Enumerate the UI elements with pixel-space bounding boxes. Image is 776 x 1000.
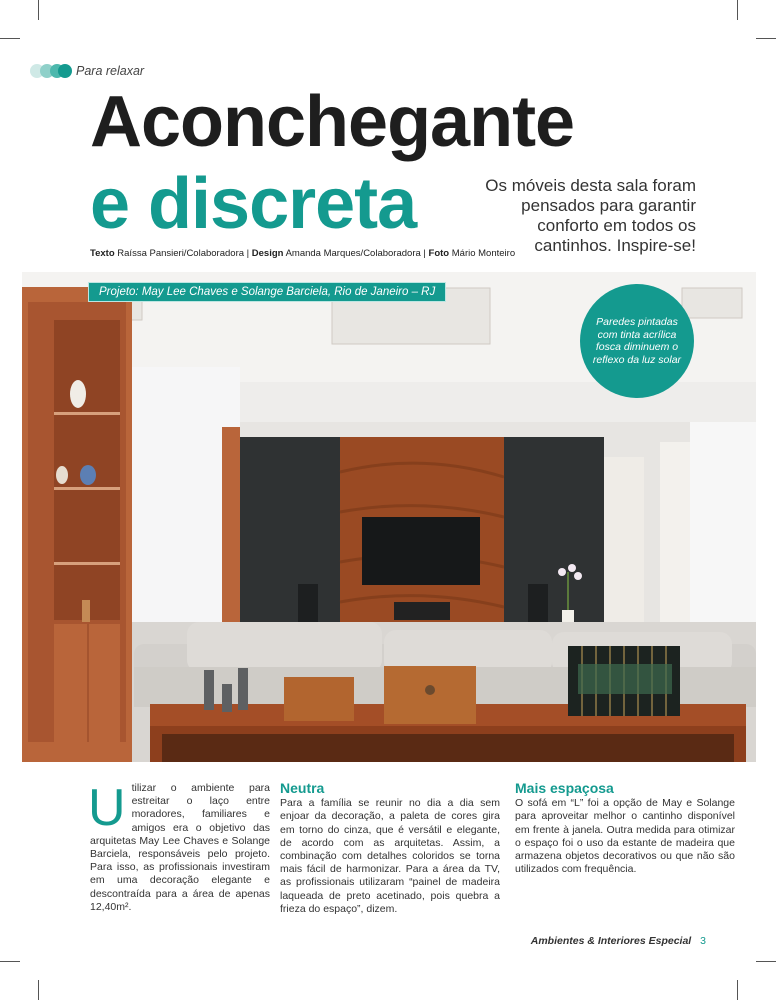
dropcap: U bbox=[88, 779, 126, 837]
crop-mark bbox=[38, 0, 39, 20]
crop-mark bbox=[0, 961, 20, 962]
column-3-heading: Mais espaçosa bbox=[515, 780, 614, 796]
credit-text-name: Raíssa Pansieri/Colaboradora bbox=[117, 248, 245, 259]
credit-design-name: Amanda Marques/Colaboradora bbox=[285, 248, 421, 259]
project-credit-tag: Projeto: May Lee Chaves e Solange Barciela, Rio de Janeiro – RJ bbox=[88, 282, 446, 302]
credit-design-label: Design bbox=[251, 248, 284, 259]
credit-text-label: Texto bbox=[90, 248, 115, 259]
crop-mark bbox=[756, 38, 776, 39]
column-2-heading: Neutra bbox=[280, 780, 325, 796]
column-2-text: Para a família se reunir no dia a dia sem enjoar da decoração, a paleta de cores gira em torno do cinza, que é versátil e elegante, de acordo com as arquitetas. Assim, a combinação com detalhes coloridos se torna mais fácil de harmonizar. Para a área da TV, as profissionais utilizaram “painel de madeira laqueada de preto acetinado, pois quebra a frieza do espaço”, dizem. bbox=[280, 797, 500, 915]
article-column-2 bbox=[280, 782, 500, 916]
column-3-text: O sofá em “L” foi a opção de May e Solange para aproveitar melhor o cantinho disponível em frente à janela. Outra medida para otimizar o espaço foi o uso da estante de madeira que armazena objetos decorativos ou que não são utilizados com frequência. bbox=[515, 797, 735, 876]
page-number: 3 bbox=[700, 935, 706, 947]
page-footer bbox=[531, 935, 706, 947]
article-column-1 bbox=[88, 779, 270, 914]
section-kicker bbox=[30, 62, 144, 80]
intro-text: Os móveis desta sala foram pensados para garantir conforto em todos os cantinhos. Inspire-se! bbox=[485, 176, 696, 255]
callout-bubble: Paredes pintadas com tinta acrílica fosca diminuem o reflexo da luz solar bbox=[580, 284, 694, 398]
living-room-photo bbox=[22, 272, 756, 762]
title-line-1: Aconchegante bbox=[90, 82, 575, 162]
credit-photo-label: Foto bbox=[428, 248, 450, 259]
dots-icon bbox=[30, 63, 72, 79]
crop-mark bbox=[737, 980, 738, 1000]
crop-mark bbox=[38, 980, 39, 1000]
credits: Texto Raíssa Pansieri/Colaboradora | Design Amanda Marques/Colaboradora | Foto Mário Monteiro bbox=[90, 248, 516, 259]
title-line-2: e discreta bbox=[90, 164, 417, 244]
column-1-text: tilizar o ambiente para estreitar o laço entre moradores, familiares e amigos era o objetivo das arquitetas May Lee Chaves e Solange Barciela, responsáveis pelo projeto. Para isso, as profissionais investiram em uma decoração elegante e descontraída para a área de apenas 12,40m². bbox=[90, 782, 270, 913]
article-column-3 bbox=[515, 782, 735, 876]
crop-mark bbox=[0, 38, 20, 39]
credit-photo-name: Mário Monteiro bbox=[451, 248, 516, 259]
crop-mark bbox=[756, 961, 776, 962]
section-label: Para relaxar bbox=[76, 64, 145, 78]
crop-mark bbox=[737, 0, 738, 20]
publication-name: Ambientes & Interiores Especial bbox=[530, 935, 692, 947]
